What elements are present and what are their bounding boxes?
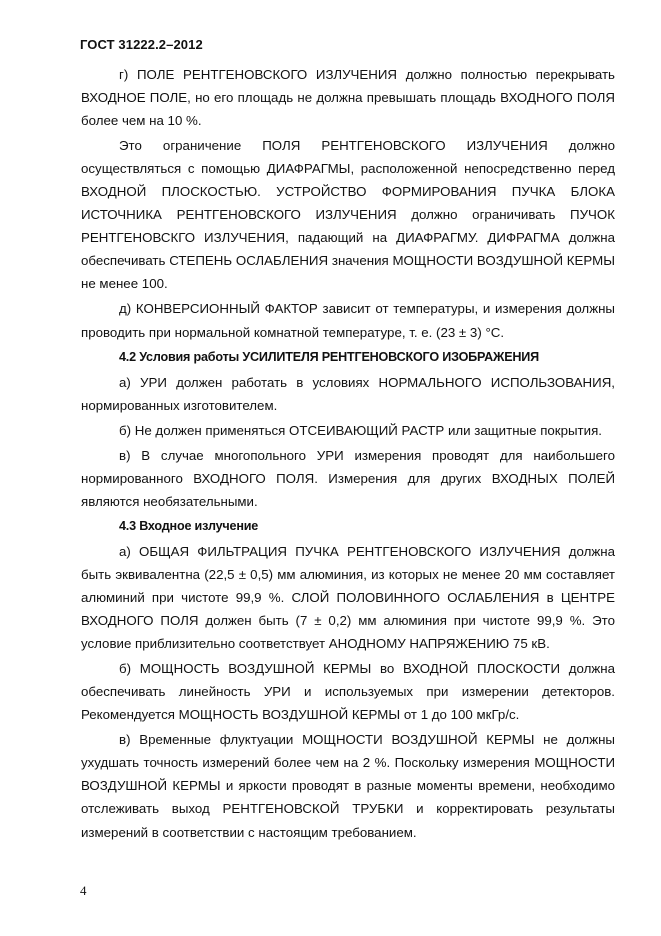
paragraph-4-3-v: в) Временные флуктуации МОЩНОСТИ ВОЗДУШНОЙ КЕРМЫ не должны ухудшать точность измерений более чем на 2 %. Поскольку измерения МОЩНОСТИ ВОЗДУШНОЙ КЕРМЫ и яркости проводят в разные моменты времени, необходимо отслеживать выход РЕНТГЕНОВСКОЙ ТРУБКИ и корректировать результаты измерений в соответствии с настоящим требованием.: [81, 732, 615, 840]
paragraph-4-3-b: б) МОЩНОСТЬ ВОЗДУШНОЙ КЕРМЫ во ВХОДНОЙ ПЛОСКОСТИ должна обеспечивать линейность УРИ и используемых при измерении детекторов. Рекомендуется МОЩНОСТЬ ВОЗДУШНОЙ КЕРМЫ от 1 до 100 мкГр/с.: [81, 661, 615, 723]
page-body: [81, 63, 615, 844]
paragraph-g-radiation-field: г) ПОЛЕ РЕНТГЕНОВСКОГО ИЗЛУЧЕНИЯ должно полностью перекрывать ВХОДНОЕ ПОЛЕ, но его площадь не должна превышать площадь ВХОДНОГО ПОЛЯ более чем на 10 %.: [81, 67, 615, 129]
page-number: 4: [80, 883, 87, 898]
section-heading-4-3: 4.3 Входное излучение: [119, 518, 259, 533]
paragraph-4-2-a: а) УРИ должен работать в условиях НОРМАЛЬНОГО ИСПОЛЬЗОВАНИЯ, нормированных изготовителем.: [81, 374, 615, 413]
section-heading-4-2: 4.2 Условия работы УСИЛИТЕЛЯ РЕНТГЕНОВСКОГО ИЗОБРАЖЕНИЯ: [119, 349, 540, 364]
paragraph-d-conversion-factor: д) КОНВЕРСИОННЫЙ ФАКТОР зависит от температуры, и измерения должны проводить при нормальной комнатной температуре, т. е. (23 ± 3) °С.: [81, 301, 615, 340]
paragraph-field-limitation: Это ограничение ПОЛЯ РЕНТГЕНОВСКОГО ИЗЛУЧЕНИЯ должно осуществляться с помощью ДИАФРАГМЫ, расположенной непосредственно перед ВХОДНОЙ ПЛОСКОСТЬЮ. УСТРОЙСТВО ФОРМИРОВАНИЯ ПУЧКА БЛОКА ИСТОЧНИКА РЕНТГЕНОВСКОГО ИЗЛУЧЕНИЯ должно ограничивать ПУЧОК РЕНТГЕНОВСКГО ИЗЛУЧЕНИЯ, падающий на ДИАФРАГМУ. ДИФРАГМА должна обеспечивать СТЕПЕНЬ ОСЛАБЛЕНИЯ значения МОЩНОСТИ ВОЗДУШНОЙ КЕРМЫ не менее 100.: [81, 138, 615, 292]
paragraph-4-2-v: в) В случае многопольного УРИ измерения проводят для наибольшего нормированного ВХОДНОГО ПОЛЯ. Измерения для других ВХОДНЫХ ПОЛЕЙ являются необязательными.: [81, 447, 615, 509]
paragraph-4-3-a: а) ОБЩАЯ ФИЛЬТРАЦИЯ ПУЧКА РЕНТГЕНОВСКОГО ИЗЛУЧЕНИЯ должна быть эквивалентна (22,5 ± 0,5) мм алюминия, из которых не менее 20 мм составляет алюминий при чистоте 99,9 %. СЛОЙ ПОЛОВИННОГО ОСЛАБЛЕНИЯ в ЦЕНТРЕ ВХОДНОГО ПОЛЯ должен быть (7 ± 0,2) мм алюминия при чистоте 99,9 %. Это условие приблизительно соответствует АНОДНОМУ НАПРЯЖЕНИЮ 75 кВ.: [81, 543, 615, 652]
document-code: ГОСТ 31222.2–2012: [80, 37, 203, 52]
paragraph-4-2-b: б) Не должен применяться ОТСЕИВАЮЩИЙ РАСТР или защитные покрытия.: [119, 422, 602, 438]
